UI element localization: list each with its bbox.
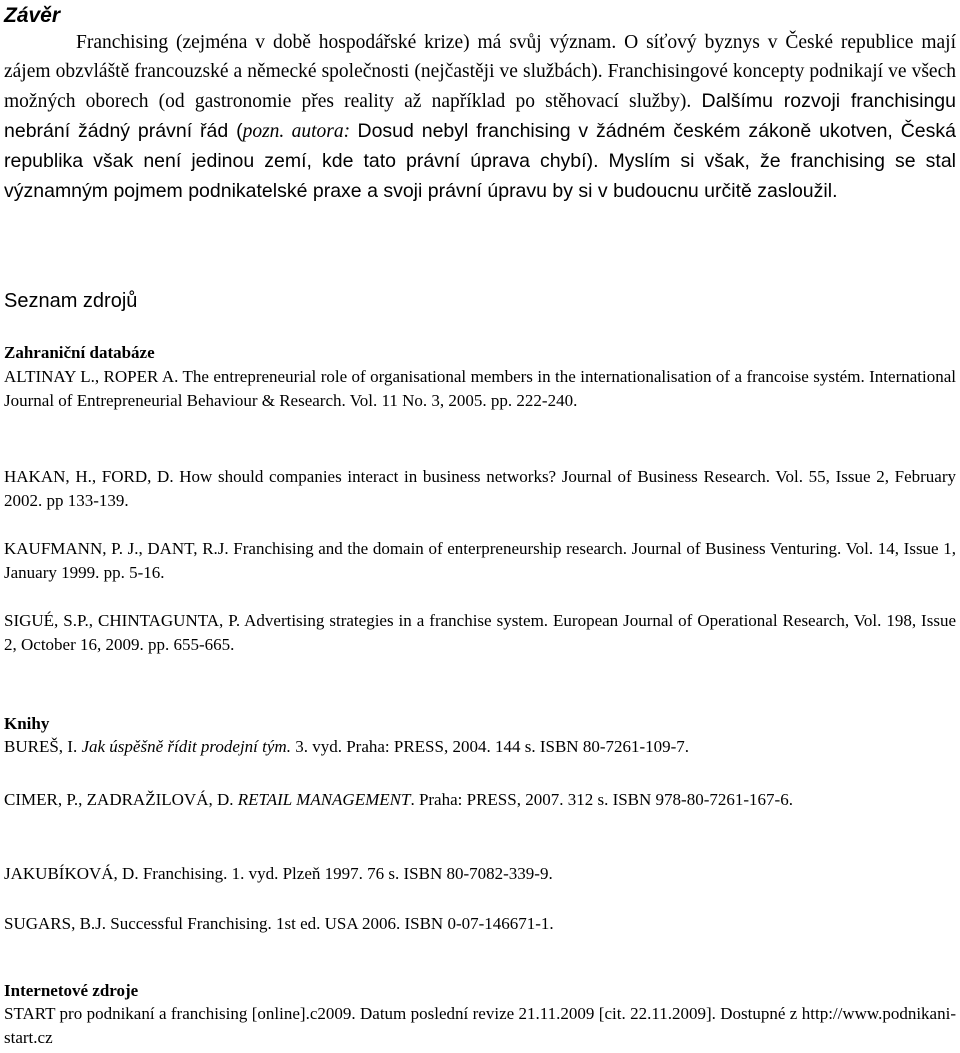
- conclusion-paragraph: [4, 29, 956, 206]
- book-title: RETAIL MANAGEMENT: [237, 790, 411, 809]
- conclusion-heading: Závěr: [4, 4, 61, 27]
- reference-item: START pro podnikaní a franchising [online].c2009. Datum poslední revize 21.11.2009 [cit. 22.11.2009]. Dostupné z http://www.podnikani-start.cz: [4, 1004, 956, 1047]
- books-heading: Knihy: [4, 714, 50, 733]
- reference-item: BUREŠ, I. Jak úspěšně řídit prodejní tým. 3. vyd. Praha: PRESS, 2004. 144 s. ISBN 80-7261-109-7.: [4, 737, 690, 756]
- reference-item: JAKUBÍKOVÁ, D. Franchising. 1. vyd. Plzeň 1997. 76 s. ISBN 80-7082-339-9.: [4, 864, 553, 883]
- sources-heading: Seznam zdrojů: [4, 290, 138, 312]
- reference-item: CIMER, P., ZADRAŽILOVÁ, D. RETAIL MANAGEMENT. Praha: PRESS, 2007. 312 s. ISBN 978-80-7261-167-6.: [4, 790, 793, 809]
- internet-sources-heading: Internetové zdroje: [4, 981, 139, 1000]
- paragraph-part-1: Franchising (zejména v době hospodářské krize) má svůj význam. O síťový byznys v České republice mají zájem obzvláště francouzské a německé společnosti (nejčastěji ve službách). Franchisingové koncepty podnikají ve všech možných oborech (od gastronomie přes reality až například po stěhovací služby).: [4, 32, 956, 112]
- reference-item: SIGUÉ, S.P., CHINTAGUNTA, P. Advertising strategies in a franchise system. European Journal of Operational Research, Vol. 198, Issue 2, October 16, 2009. pp. 655-665.: [4, 611, 956, 654]
- reference-item: ALTINAY L., ROPER A. The entrepreneurial role of organisational members in the internationalisation of a francoise systém. International Journal of Entrepreneurial Behaviour & Research. Vol. 11 No. 3, 2005. pp. 222-240.: [4, 367, 956, 410]
- paragraph-author-note: pozn. autora:: [242, 120, 351, 142]
- reference-item: SUGARS, B.J. Successful Franchising. 1st ed. USA 2006. ISBN 0-07-146671-1.: [4, 914, 554, 933]
- book-title: Jak úspěšně řídit prodejní tým.: [81, 737, 291, 756]
- reference-item: KAUFMANN, P. J., DANT, R.J. Franchising and the domain of enterpreneurship research. Journal of Business Venturing. Vol. 14, Issue 1, January 1999. pp. 5-16.: [4, 539, 956, 582]
- reference-item: HAKAN, H., FORD, D. How should companies interact in business networks? Journal of Business Research. Vol. 55, Issue 2, February 2002. pp 133-139.: [4, 467, 956, 510]
- paragraph-part-4: Dosud nebyl franchising v žádném českém zákoně ukotven, Česká republika však není jedinou zemí, kde tato právní úprava chybí). Myslím si však, že franchising se stal významným pojmem podnikatelské praxe a svoji právní úpravu by si v budoucnu určitě zasloužil.: [4, 119, 957, 202]
- databases-heading: Zahraniční databáze: [4, 343, 155, 362]
- paragraph-part-2: Dalšímu rozvoji franchisingu nebrání žádný právní řád (: [4, 89, 956, 142]
